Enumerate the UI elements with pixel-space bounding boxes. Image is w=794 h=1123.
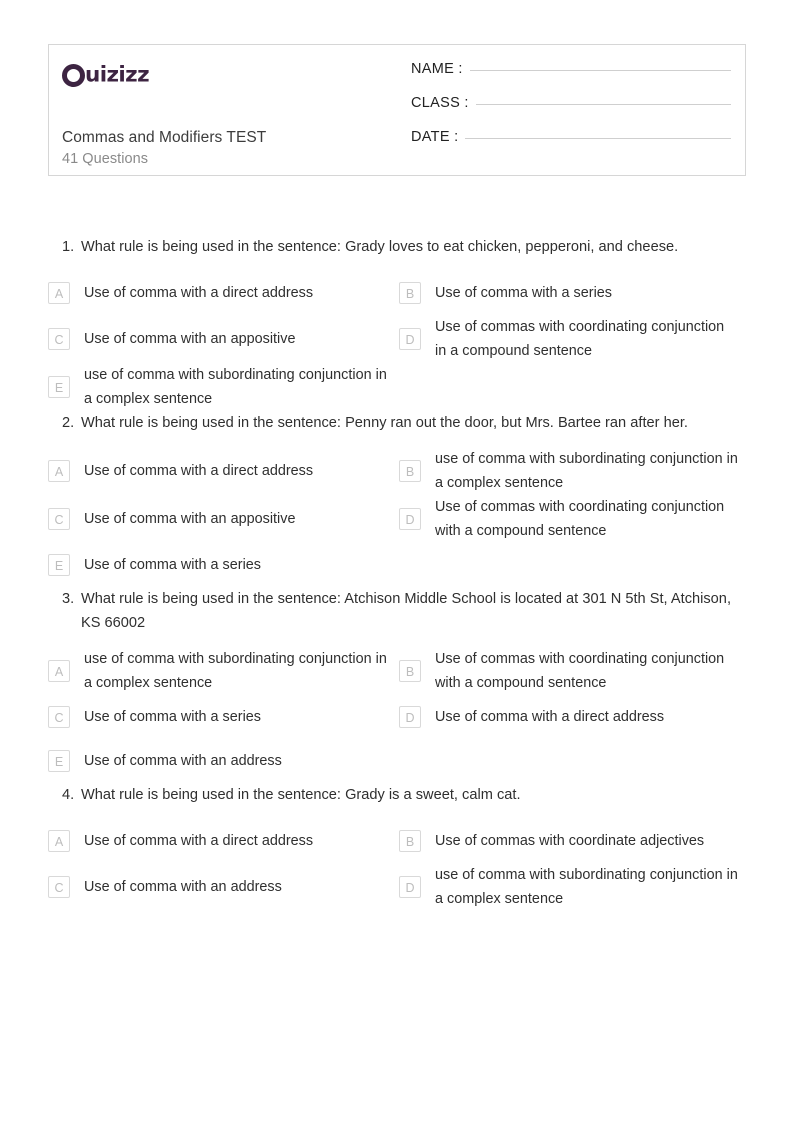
answer-option-letter: D [399, 328, 421, 350]
question-heading [48, 587, 746, 639]
answer-option-letter: C [48, 508, 70, 530]
answer-option-text: use of comma with subordinating conjunction in a complex sentence [84, 651, 387, 691]
name-field-input[interactable] [470, 69, 731, 71]
answer-option-text: use of comma with subordinating conjunction in a complex sentence [435, 451, 738, 491]
question-block [0, 783, 794, 911]
answer-option-letter: B [399, 660, 421, 682]
class-field-row [411, 95, 731, 129]
answer-option-a[interactable] [48, 271, 397, 315]
question-heading [48, 235, 746, 263]
answer-option-text: Use of comma with an address [84, 879, 282, 895]
answer-option-text: Use of commas with coordinating conjunction with a compound sentence [435, 499, 725, 539]
answer-option-a[interactable] [48, 647, 397, 695]
question-number: 4. [62, 787, 75, 803]
answer-option-text: Use of comma with a series [84, 709, 262, 725]
answer-option-letter: E [48, 554, 70, 576]
answer-option-letter: C [48, 706, 70, 728]
name-field-label: NAME : [411, 61, 463, 77]
answer-option-text: Use of commas with coordinating conjunction in a compound sentence [435, 319, 725, 359]
answer-option-letter: E [48, 376, 70, 398]
answer-option-d[interactable] [397, 315, 746, 363]
question-number: 1. [62, 239, 75, 255]
answer-option-text: Use of comma with a series [435, 285, 613, 301]
answer-option-b[interactable] [397, 271, 746, 315]
answer-option-letter: D [399, 508, 421, 530]
question-text: What rule is being used in the sentence: Grady is a sweet, calm cat. [81, 787, 521, 803]
date-field-input[interactable] [465, 137, 731, 139]
answer-option-a[interactable] [48, 447, 397, 495]
answer-option-e[interactable] [48, 739, 397, 783]
answer-option-text: Use of comma with a direct address [435, 709, 665, 725]
answer-option-letter: D [399, 876, 421, 898]
answer-option-b[interactable] [397, 647, 746, 695]
answer-option-text: Use of comma with an appositive [84, 511, 296, 527]
answer-option-e[interactable] [48, 363, 397, 411]
quizizz-q-logo-icon [62, 64, 85, 87]
class-field-input[interactable] [476, 103, 731, 105]
answer-option-d[interactable] [397, 495, 746, 543]
answer-option-c[interactable] [48, 695, 397, 739]
question-block [0, 587, 794, 783]
header-left-section [49, 45, 399, 175]
answer-option-c[interactable] [48, 863, 397, 911]
answer-option-text: Use of commas with coordinating conjunction with a compound sentence [435, 651, 725, 691]
answer-option-letter: B [399, 282, 421, 304]
date-field-row [411, 129, 731, 163]
answer-option-letter: E [48, 750, 70, 772]
answer-option-text: use of comma with subordinating conjunction in a complex sentence [435, 867, 738, 907]
answer-option-d[interactable] [397, 863, 746, 911]
answer-option-letter: C [48, 876, 70, 898]
quiz-question-count: 41 Questions [62, 151, 149, 167]
question-number: 3. [62, 591, 75, 607]
answer-option-b[interactable] [397, 819, 746, 863]
name-field-row [411, 61, 731, 95]
quizizz-logo-text: uizizz [85, 62, 149, 88]
quizizz-logo [62, 62, 399, 88]
question-heading [48, 783, 746, 811]
question-text: What rule is being used in the sentence: Atchison Middle School is located at 301 N 5th St, Atchison, KS 66002 [81, 591, 732, 631]
question-block [0, 235, 794, 411]
answer-option-d[interactable] [397, 695, 746, 739]
answer-option-c[interactable] [48, 495, 397, 543]
questions-list [0, 235, 794, 911]
question-number: 2. [62, 415, 75, 431]
answer-option-letter: B [399, 830, 421, 852]
answer-option-c[interactable] [48, 315, 397, 363]
question-block [0, 411, 794, 587]
answer-option-text: Use of comma with an appositive [84, 331, 296, 347]
question-text: What rule is being used in the sentence: Grady loves to eat chicken, pepperoni, and cheese. [81, 239, 679, 255]
answer-option-e[interactable] [48, 543, 397, 587]
answer-option-a[interactable] [48, 819, 397, 863]
answer-options [48, 263, 746, 411]
answer-option-text: Use of comma with an address [84, 753, 282, 769]
answer-option-letter: D [399, 706, 421, 728]
student-info-fields [399, 45, 745, 175]
answer-option-text: Use of comma with a direct address [84, 285, 314, 301]
answer-option-letter: B [399, 460, 421, 482]
answer-option-text: Use of comma with a direct address [84, 463, 314, 479]
quiz-title: Commas and Modifiers TEST [62, 129, 267, 146]
answer-option-letter: A [48, 282, 70, 304]
answer-option-letter: A [48, 660, 70, 682]
class-field-label: CLASS : [411, 95, 469, 111]
answer-option-letter: C [48, 328, 70, 350]
worksheet-header-card [48, 44, 746, 176]
question-text: What rule is being used in the sentence: Penny ran out the door, but Mrs. Bartee ran after her. [81, 415, 688, 431]
answer-option-b[interactable] [397, 447, 746, 495]
answer-option-letter: A [48, 460, 70, 482]
answer-options [48, 639, 746, 783]
answer-option-text: Use of comma with a series [84, 557, 262, 573]
date-field-label: DATE : [411, 129, 459, 145]
answer-option-letter: A [48, 830, 70, 852]
question-heading [48, 411, 746, 439]
answer-options [48, 439, 746, 587]
answer-options [48, 811, 746, 911]
answer-option-text: Use of comma with a direct address [84, 833, 314, 849]
answer-option-text: Use of commas with coordinate adjectives [435, 833, 705, 849]
answer-option-text: use of comma with subordinating conjunction in a complex sentence [84, 367, 387, 407]
